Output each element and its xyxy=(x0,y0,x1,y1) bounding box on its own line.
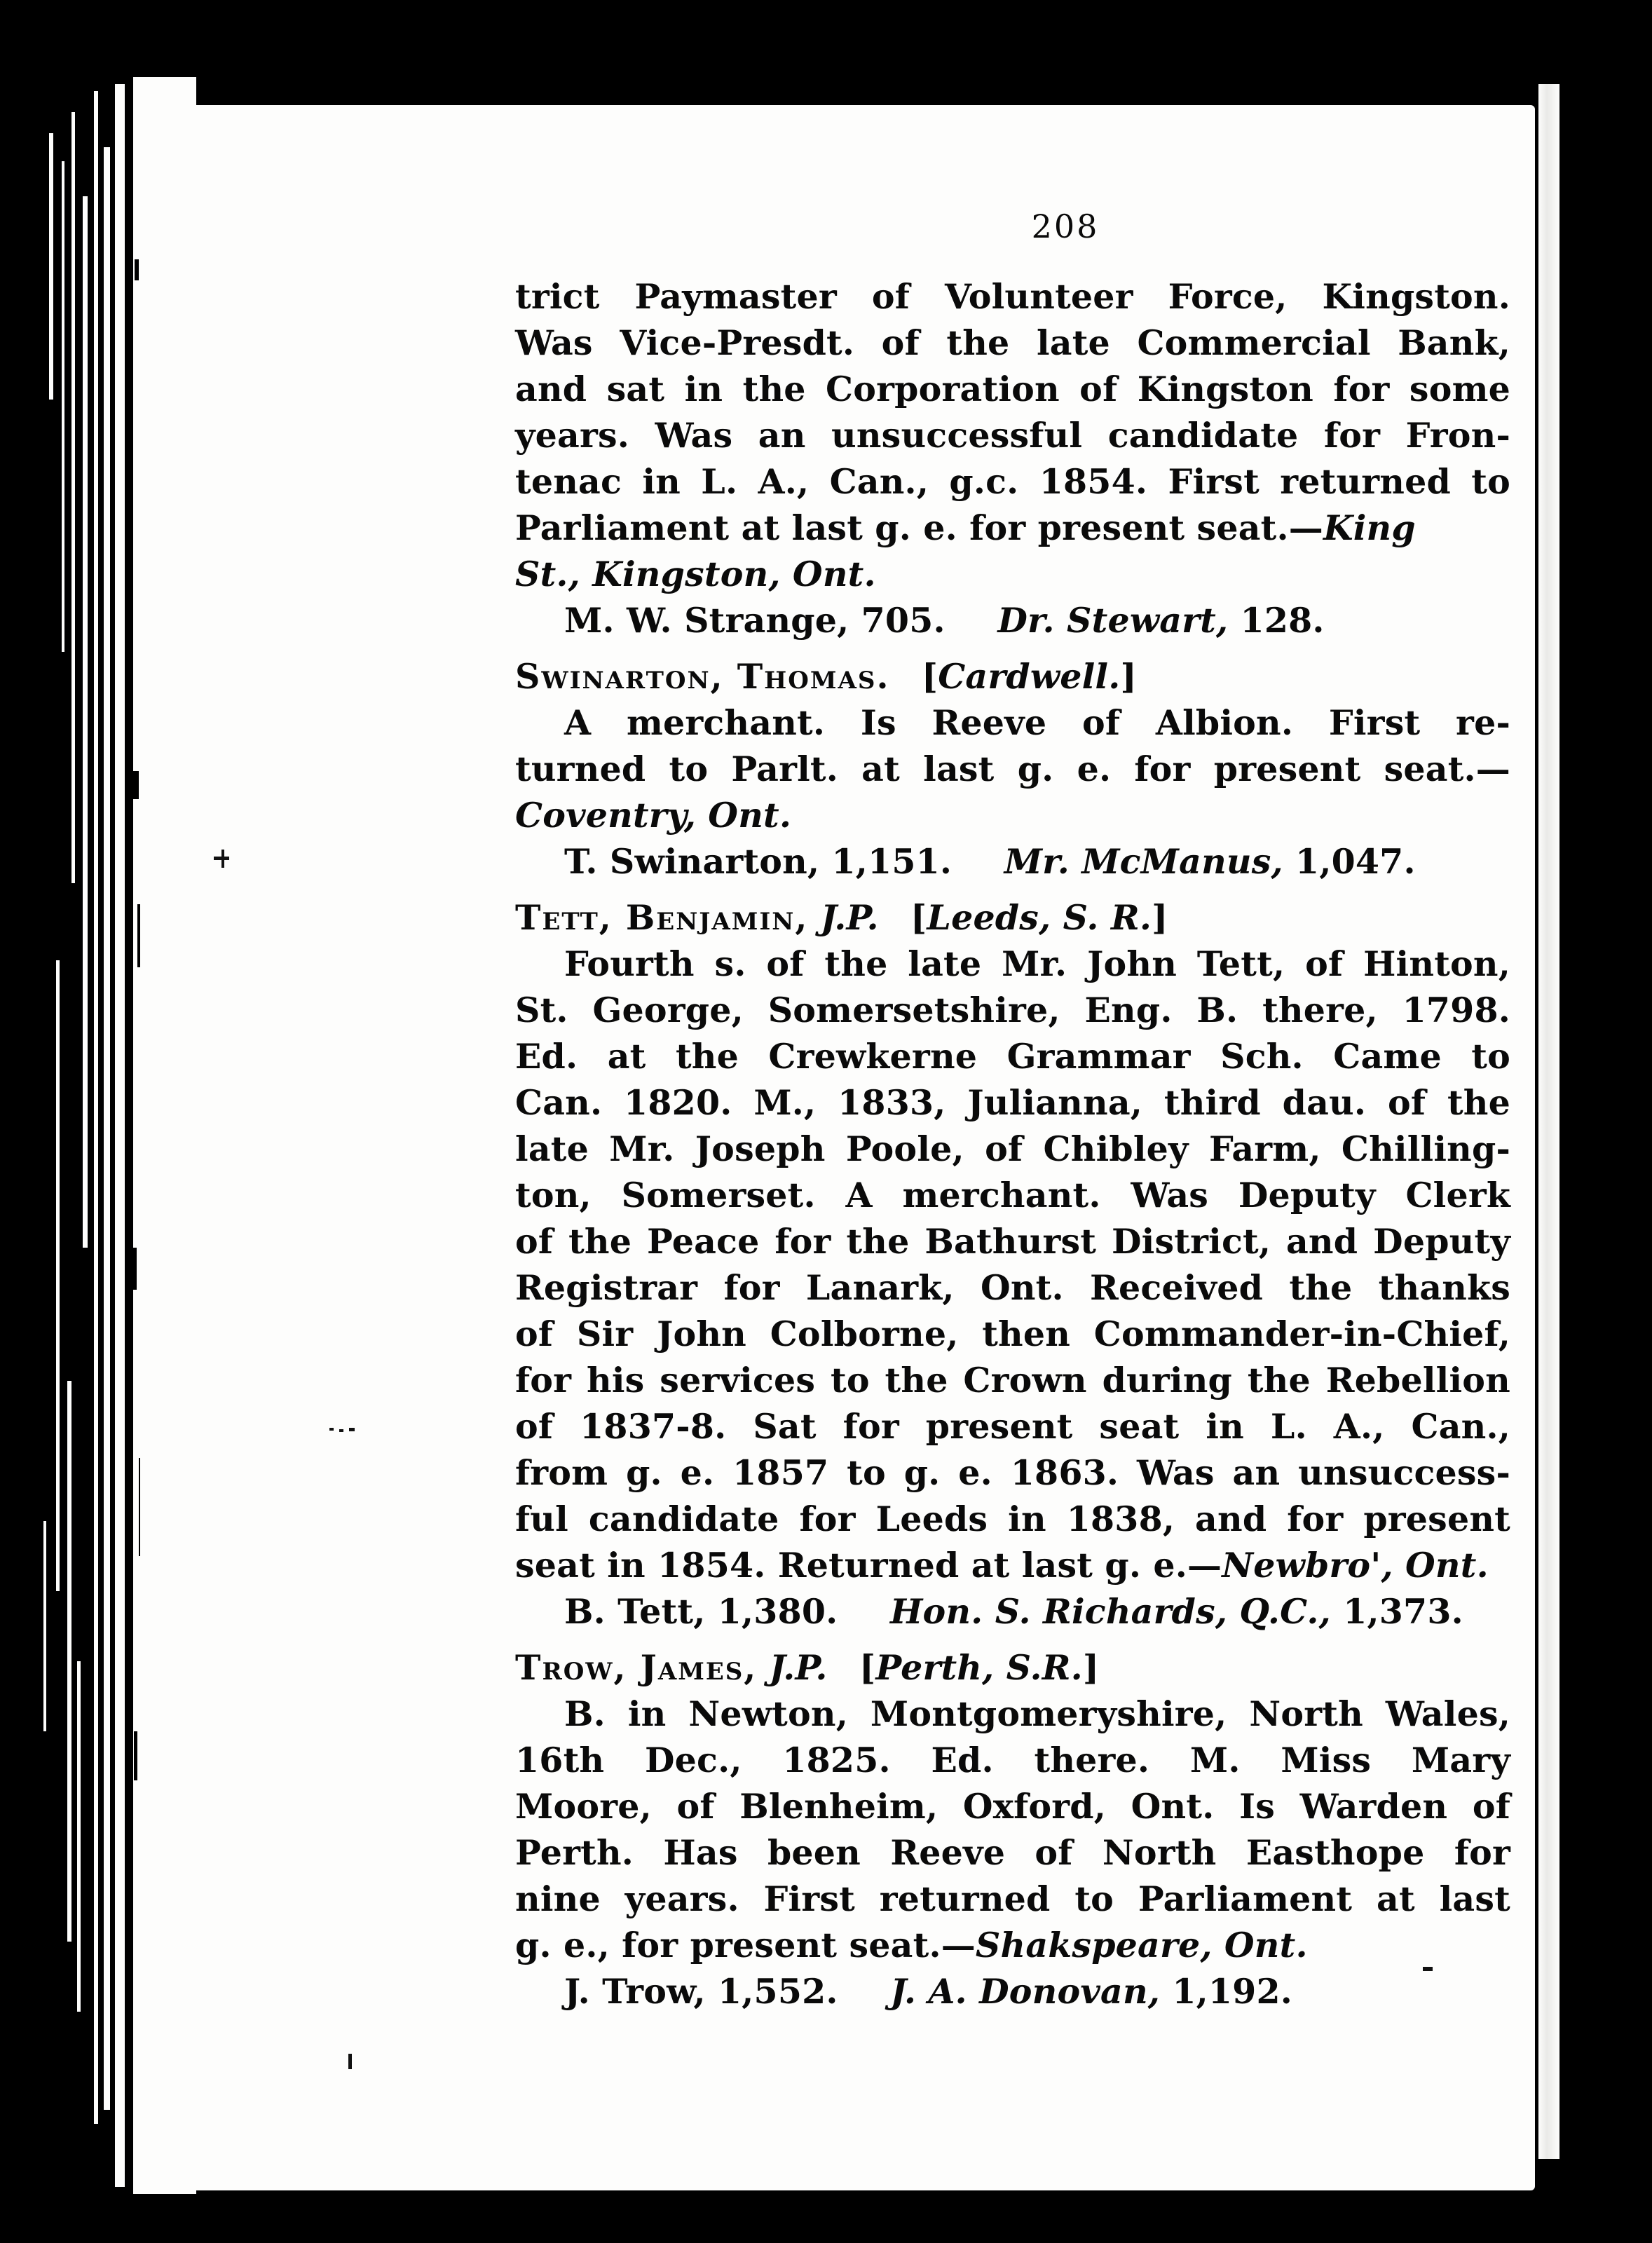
opponent-votes: 1,047. xyxy=(1283,841,1416,882)
bracket: ] xyxy=(1120,656,1137,697)
margin-mark xyxy=(349,1428,355,1431)
text-line: from g. e. 1857 to g. e. 1863. Was an unsuccess- xyxy=(515,1452,1510,1493)
text-line: Was Vice-Presdt. of the late Commercial Bank, xyxy=(515,322,1510,363)
text-line: Ed. at the Crewkerne Grammar Sch. Came to xyxy=(515,1036,1510,1077)
text-line: ful candidate for Leeds in 1838, and for present xyxy=(515,1499,1510,1539)
text-line: nine years. First returned to Parliament at last xyxy=(515,1879,1510,1919)
text-line: A merchant. Is Reeve of Albion. First re- xyxy=(564,702,1510,743)
member-name: Tett, Benjamin, xyxy=(515,897,809,938)
text-span: g. e., for present seat.— xyxy=(515,1925,976,1965)
member-name: Swinarton, Thomas. xyxy=(515,656,890,697)
text-line: late Mr. Joseph Poole, of Chibley Farm, Chilling- xyxy=(515,1129,1510,1169)
text-span: Parliament at last g. e. for present seat.— xyxy=(515,507,1323,548)
text-line: and sat in the Corporation of Kingston for some xyxy=(515,369,1510,409)
opponent-name: Dr. Stewart, xyxy=(997,600,1229,641)
text-line: Moore, of Blenheim, Oxford, Ont. Is Warden of xyxy=(515,1786,1510,1827)
entry-heading xyxy=(515,894,1510,941)
text-line: of the Peace for the Bathurst District, and Deputy xyxy=(515,1221,1510,1262)
margin-mark xyxy=(329,1428,334,1431)
page-number: 208 xyxy=(1031,207,1100,245)
text-line: of 1837-8. Sat for present seat in L. A., Can., xyxy=(515,1406,1510,1447)
member-title: J.P. xyxy=(820,897,879,938)
text-line: Registrar for Lanark, Ont. Received the thanks xyxy=(515,1267,1510,1308)
bracket: [ xyxy=(910,897,927,938)
bracket: ] xyxy=(1152,897,1168,938)
text-line: years. Was an unsuccessful candidate for Fron- xyxy=(515,415,1510,456)
text-line: ton, Somerset. A merchant. Was Deputy Clerk xyxy=(515,1175,1510,1215)
address-italic: Coventry, Ont. xyxy=(515,795,792,836)
text-line: tenac in L. A., Can., g.c. 1854. First returned to xyxy=(515,461,1510,502)
text-line: Perth. Has been Reeve of North Easthope for xyxy=(515,1832,1510,1873)
entry-heading xyxy=(515,1644,1510,1691)
member-title: J.P. xyxy=(769,1647,828,1688)
text-line: 16th Dec., 1825. Ed. there. M. Miss Mary xyxy=(515,1740,1510,1780)
address-italic: Newbro', Ont. xyxy=(1222,1545,1489,1586)
election-result xyxy=(515,1968,1510,2014)
text-line: of Sir John Colborne, then Commander-in-Chief, xyxy=(515,1314,1510,1354)
winner-votes: B. Tett, 1,380. xyxy=(564,1591,838,1632)
text-line xyxy=(515,1922,1510,1968)
opponent-votes: 1,373. xyxy=(1330,1591,1463,1632)
margin-mark xyxy=(348,2054,352,2069)
constituency: Cardwell. xyxy=(938,656,1121,697)
text-line: trict Paymaster of Volunteer Force, Kingston. xyxy=(515,276,1510,317)
constituency: Perth, S.R. xyxy=(875,1647,1083,1688)
document-text xyxy=(515,203,1510,2014)
text-span: seat in 1854. Returned at last g. e.— xyxy=(515,1545,1222,1586)
bracket: [ xyxy=(859,1647,876,1688)
opponent-name: Mr. McManus, xyxy=(1004,841,1283,882)
text-line: turned to Parlt. at last g. e. for present seat.— xyxy=(515,749,1510,789)
opponent-votes: 1,192. xyxy=(1160,1971,1293,2012)
page-shadow-band xyxy=(1563,77,1605,2166)
bracket: [ xyxy=(921,656,938,697)
text-line xyxy=(515,505,1510,551)
winner-votes: T. Swinarton, 1,151. xyxy=(564,841,953,882)
text-line: B. in Newton, Montgomeryshire, North Wales, xyxy=(564,1693,1510,1734)
constituency: Leeds, S. R. xyxy=(927,897,1152,938)
entry-heading xyxy=(515,653,1510,700)
election-result xyxy=(515,1588,1510,1635)
margin-mark xyxy=(339,1429,343,1432)
margin-mark xyxy=(221,850,224,868)
text-line xyxy=(515,1542,1510,1588)
address-italic: St., Kingston, Ont. xyxy=(515,554,876,594)
opponent-votes: 128. xyxy=(1228,600,1325,641)
page-right-edge xyxy=(1538,84,1559,2159)
member-name: Trow, James, xyxy=(515,1647,758,1688)
address-italic: Shakspeare, Ont. xyxy=(975,1925,1308,1965)
winner-votes: J. Trow, 1,552. xyxy=(564,1971,838,2012)
election-result xyxy=(515,838,1510,885)
opponent-name: Hon. S. Richards, Q.C., xyxy=(889,1591,1331,1632)
text-line: for his services to the Crown during the Rebellion xyxy=(515,1360,1510,1400)
text-line: Can. 1820. M., 1833, Julianna, third dau. of the xyxy=(515,1082,1510,1123)
address-italic: King xyxy=(1323,507,1416,548)
text-line: Fourth s. of the late Mr. John Tett, of Hinton, xyxy=(564,943,1510,984)
opponent-name: J. A. Donovan, xyxy=(890,1971,1161,2012)
bracket: ] xyxy=(1082,1647,1100,1688)
winner-votes: M. W. Strange, 705. xyxy=(564,600,946,641)
text-line: St. George, Somersetshire, Eng. B. there, 1798. xyxy=(515,990,1510,1030)
election-result xyxy=(515,597,1510,643)
